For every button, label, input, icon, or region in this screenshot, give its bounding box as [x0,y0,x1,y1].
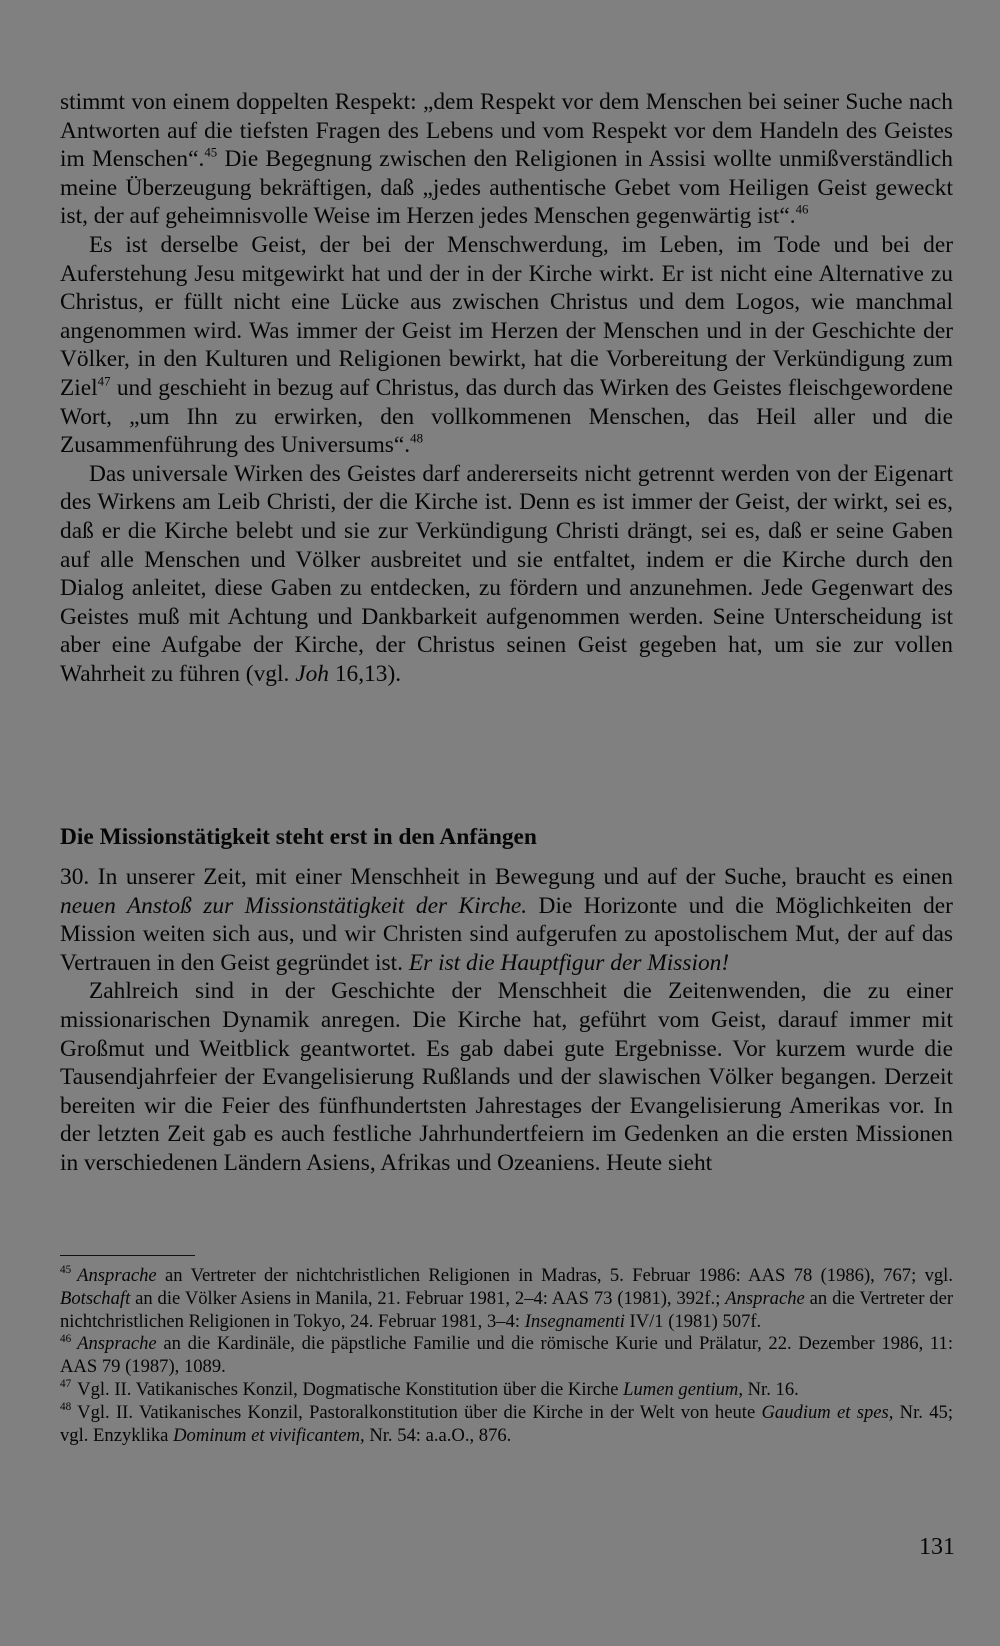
text-run: Es ist derselbe Geist, der bei der Menschwerdung, im Leben, im Tode und bei der Auferstehung Jesu mitgewirkt hat und der in der Kirche wirkt. Er ist nicht eine Alternative zu Christus, er füllt nicht eine Lücke aus zwischen Christus und dem Logos, wie manchmal angenommen wird. Was immer der Geist im Herzen der Menschen und in der Geschichte der Völker, in den Kulturen und Religionen bewirkt, hat die Vorbereitung der Verkündigung zum Ziel [60,231,953,401]
text-run: und geschieht in bezug auf Christus, das durch das Wirken des Geistes fleischgewordene Wort, „um Ihn zu erwirken, den vollkommenen Menschen, das Heil aller und die Zusammenführung des Universums“. [60,374,953,459]
italic-text: Lumen gentium, [623,1378,743,1400]
text-run: Vgl. II. Vatikanisches Konzil, Dogmatische Konstitution über die Kirche [77,1378,624,1400]
paragraph [60,460,953,689]
text-run: Nr. 54: a.a.O., 876. [364,1424,512,1446]
section-heading: Die Missionstätigkeit steht erst in den Anfängen [60,824,537,850]
footnote [60,1379,953,1402]
text-run: Vgl. II. Vatikanisches Konzil, Pastoralkonstitution über die Kirche in der Welt von heute [77,1401,762,1423]
italic-text: neuen Anstoß zur Missionstätigkeit der Kirche. [60,892,528,919]
text-run: 30. In unserer Zeit, mit einer Menschheit in Bewegung und auf der Suche, braucht es einen [60,864,953,890]
paragraph [60,88,953,231]
body-text-section [60,863,953,1178]
text-run: 16,13). [328,660,402,687]
footnote-divider [60,1255,195,1256]
text-run: an die Völker Asiens in Manila, 21. Februar 1981, 2–4: AAS 73 (1981), 392f.; [130,1287,726,1309]
italic-text: Insegnamenti [524,1310,625,1332]
text-run: Die Horizonte und die Möglichkeiten der Mission weiten sich aus, und wir Christen sind aufgerufen zu apostolischem Mut, der auf das Vertrauen in den Geist gegründet ist. [60,892,953,976]
text-run: an die Kardinäle, die päpstliche Familie und die römische Kurie und Prälatur, 22. Dezember 1986, 11: AAS 79 (1987), 1089. [60,1333,953,1378]
italic-text: Ansprache [77,1333,157,1355]
text-run: an Vertreter der nichtchristlichen Religionen in Madras, 5. Februar 1986: AAS 78 (1986), 767; vgl. [156,1265,953,1286]
paragraph [60,231,953,460]
text-run: IV/1 (1981) 507f. [624,1310,762,1332]
footnote-ref: 46 [795,202,809,217]
italic-text: Joh [295,660,329,687]
footnote-number: 45 [60,1264,72,1277]
italic-text: Dominum et vivificantem, [173,1424,365,1446]
footnote [60,1402,953,1448]
footnote-ref: 45 [204,145,218,160]
italic-text: Ansprache [77,1265,157,1286]
text-run: Nr. 45; vgl. Enzyklika [60,1401,953,1446]
italic-text: Gaudium et spes, [761,1401,894,1423]
footnote-number: 46 [60,1332,72,1345]
text-run: Nr. 16. [742,1378,799,1400]
italic-text: Botschaft [60,1287,131,1309]
footnote [60,1265,953,1333]
footnote-number: 48 [60,1400,72,1413]
body-text-top [60,88,953,688]
footnote-ref: 47 [97,374,111,389]
text-run: Zahlreich sind in der Geschichte der Menschheit die Zeitenwenden, die zu einer missionarischen Dynamik anregen. Die Kirche hat, geführt vom Geist, darauf immer mit Großmut und Weitblick geantwortet. Es gab dabei gute Ergebnisse. Vor kurzem wurde die Tausendjahrfeier der Evangelisierung Rußlands und der slawischen Völker begangen. Derzeit bereiten wir die Feier des fünfhundertsten Jahrestages der Evangelisierung Amerikas vor. In der letzten Zeit gab es auch festliche Jahrhundertfeiern im Gedenken an die ersten Missionen in verschiedenen Ländern Asiens, Afrikas und Ozeaniens. Heute sieht [60,978,953,1176]
footnotes [60,1265,953,1447]
text-run: an die Vertreter der nichtchristlichen Religionen in Tokyo, 24. Februar 1981, 3–4: [60,1287,954,1332]
footnote-number: 47 [60,1378,72,1391]
text-run: Das universale Wirken des Geistes darf andererseits nicht getrennt werden von der Eigenart des Wirkens am Leib Christi, der die Kirche ist. Denn es ist immer der Geist, der wirkt, sei es, daß er die Kirche belebt und sie zur Verkündigung Christi drängt, sei es, daß er seine Gaben auf alle Menschen und Völker ausbreitet und sie entfaltet, indem er die Kirche durch den Dialog anleitet, diese Gaben zu entdecken, zu fördern und anzunehmen. Jede Gegenwart des Geistes muß mit Achtung und Dankbarkeit aufgenommen werden. Seine Unterscheidung ist aber eine Aufgabe der Kirche, der Christus seinen Geist gegeben hat, um sie zur vollen Wahrheit zu führen (vgl. [60,460,953,687]
italic-text: Er ist die Hauptfigur der Mission! [408,949,730,976]
footnote [60,1333,953,1379]
footnote-ref: 48 [410,431,423,446]
text-run: Die Begegnung zwischen den Religionen in Assisi wollte unmißverständlich meine Überzeugung bekräftigen, daß „jedes authentische Gebet vom Heiligen Geist geweckt ist, der auf geheimnisvolle Weise im Herzen jedes Menschen gegenwärtig ist“. [60,146,953,230]
italic-text: Ansprache [725,1287,805,1309]
paragraph [60,977,953,1177]
text-run: stimmt von einem doppelten Respekt: „dem Respekt vor dem Menschen bei seiner Suche nach Antworten auf die tiefsten Fragen des Lebens und vom Respekt vor dem Handeln des Geistes im Menschen“. [60,89,953,173]
page-number: 131 [919,1534,955,1560]
paragraph [60,863,953,977]
